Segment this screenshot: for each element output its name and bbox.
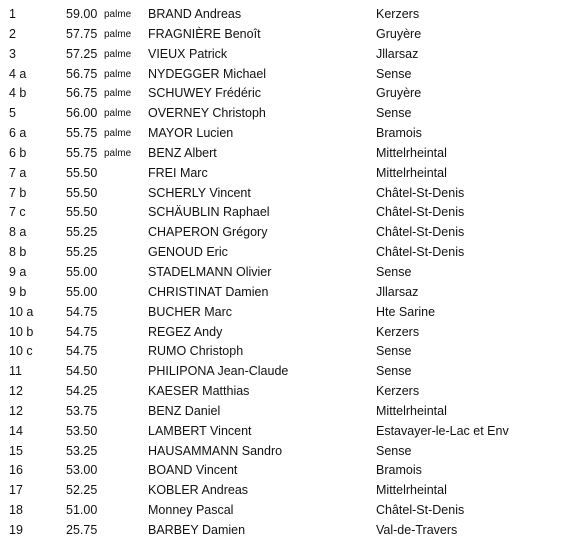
palme-cell: palme (104, 88, 132, 100)
name-cell: CHRISTINAT Damien (148, 284, 269, 299)
result-row (0, 203, 567, 223)
club-cell: Kerzers (376, 324, 420, 339)
rank-cell: 5 (9, 106, 16, 121)
result-row (0, 104, 567, 124)
club-cell: Sense (376, 106, 412, 121)
result-row (0, 263, 567, 283)
score-cell: 25.75 (66, 522, 98, 537)
name-cell: FREI Marc (148, 165, 208, 180)
score-cell: 53.25 (66, 443, 98, 458)
result-row (0, 5, 567, 25)
club-cell: Bramois (376, 463, 422, 478)
result-row (0, 283, 567, 303)
rank-cell: 6 a (9, 126, 27, 141)
club-cell: Hte Sarine (376, 304, 436, 319)
name-cell: BARBEY Damien (148, 522, 246, 537)
rank-cell: 19 (9, 522, 23, 537)
club-cell: Mittelrheintal (376, 145, 447, 160)
result-row (0, 521, 567, 541)
club-cell: Kerzers (376, 7, 420, 21)
result-row (0, 243, 567, 263)
score-cell: 54.75 (66, 344, 98, 359)
name-cell: FRAGNIÈRE Benoît (148, 26, 261, 41)
club-cell: Estavayer-le-Lac et Env (376, 423, 509, 438)
palme-cell: palme (104, 147, 132, 159)
club-cell: Val-de-Travers (376, 522, 458, 537)
club-cell: Kerzers (376, 384, 420, 399)
score-cell: 56.00 (66, 106, 98, 121)
name-cell: SCHERLY Vincent (148, 185, 251, 200)
rank-cell: 9 b (9, 284, 27, 299)
result-row (0, 442, 567, 462)
name-cell: OVERNEY Christoph (148, 106, 266, 121)
name-cell: CHAPERON Grégory (148, 225, 268, 240)
rank-cell: 7 b (9, 185, 27, 200)
rank-cell: 16 (9, 463, 23, 478)
name-cell: NYDEGGER Michael (148, 66, 267, 81)
name-cell: PHILIPONA Jean-Claude (148, 364, 289, 379)
name-cell: KOBLER Andreas (148, 483, 249, 498)
club-cell: Mittelrheintal (376, 165, 447, 180)
result-row (0, 481, 567, 501)
result-row (0, 164, 567, 184)
score-cell: 59.00 (66, 7, 98, 21)
club-cell: Sense (376, 344, 412, 359)
result-row (0, 303, 567, 323)
result-row (0, 323, 567, 343)
name-cell: REGEZ Andy (148, 324, 223, 339)
club-cell: Châtel-St-Denis (376, 503, 465, 518)
result-row (0, 223, 567, 243)
result-row (0, 65, 567, 85)
rank-cell: 7 c (9, 205, 26, 220)
result-row (0, 144, 567, 164)
rank-cell: 8 b (9, 245, 27, 260)
name-cell: BUCHER Marc (148, 304, 233, 319)
rank-cell: 4 a (9, 66, 27, 81)
result-row (0, 25, 567, 45)
score-cell: 54.75 (66, 324, 98, 339)
club-cell: Jllarsaz (376, 284, 419, 299)
score-cell: 55.00 (66, 284, 98, 299)
rank-cell: 11 (9, 364, 22, 379)
club-cell: Sense (376, 66, 412, 81)
club-cell: Sense (376, 264, 412, 279)
name-cell: KAESER Matthias (148, 384, 250, 399)
score-cell: 57.75 (66, 26, 98, 41)
name-cell: BRAND Andreas (148, 7, 242, 21)
club-cell: Jllarsaz (376, 46, 419, 61)
club-cell: Sense (376, 443, 412, 458)
score-cell: 55.50 (66, 185, 98, 200)
score-cell: 55.00 (66, 264, 98, 279)
score-cell: 52.25 (66, 483, 98, 498)
score-cell: 56.75 (66, 86, 98, 101)
score-cell: 55.75 (66, 145, 98, 160)
club-cell: Gruyère (376, 86, 422, 101)
rank-cell: 10 c (9, 344, 33, 359)
rank-cell: 8 a (9, 225, 27, 240)
score-cell: 55.50 (66, 165, 98, 180)
club-cell: Mittelrheintal (376, 483, 447, 498)
result-row (0, 342, 567, 362)
name-cell: BENZ Albert (148, 145, 217, 160)
rank-cell: 17 (9, 483, 23, 498)
score-cell: 55.25 (66, 245, 98, 260)
club-cell: Bramois (376, 126, 422, 141)
name-cell: BENZ Daniel (148, 403, 221, 418)
rank-cell: 6 b (9, 145, 27, 160)
club-cell: Châtel-St-Denis (376, 225, 465, 240)
name-cell: SCHUWEY Frédéric (148, 86, 261, 101)
result-row (0, 45, 567, 65)
club-cell: Châtel-St-Denis (376, 205, 465, 220)
result-row (0, 382, 567, 402)
score-cell: 55.50 (66, 205, 98, 220)
palme-cell: palme (104, 68, 132, 80)
palme-cell: palme (104, 48, 132, 60)
club-cell: Gruyère (376, 26, 422, 41)
name-cell: VIEUX Patrick (148, 46, 228, 61)
score-cell: 53.00 (66, 463, 98, 478)
club-cell: Châtel-St-Denis (376, 245, 465, 260)
palme-cell: palme (104, 28, 132, 40)
score-cell: 53.75 (66, 403, 98, 418)
rank-cell: 10 b (9, 324, 34, 339)
rank-cell: 18 (9, 503, 23, 518)
score-cell: 55.75 (66, 126, 98, 141)
result-row (0, 184, 567, 204)
results-list (0, 5, 567, 541)
rank-cell: 4 b (9, 86, 27, 101)
name-cell: HAUSAMMANN Sandro (148, 443, 283, 458)
score-cell: 54.75 (66, 304, 98, 319)
result-row (0, 402, 567, 422)
result-row (0, 461, 567, 481)
result-row (0, 362, 567, 382)
result-row (0, 422, 567, 442)
score-cell: 54.50 (66, 364, 98, 379)
result-row (0, 501, 567, 521)
name-cell: GENOUD Eric (148, 245, 228, 260)
club-cell: Mittelrheintal (376, 403, 447, 418)
name-cell: STADELMANN Olivier (148, 264, 272, 279)
palme-cell: palme (104, 128, 132, 140)
club-cell: Sense (376, 364, 412, 379)
name-cell: Monney Pascal (148, 503, 234, 518)
rank-cell: 14 (9, 423, 23, 438)
name-cell: BOAND Vincent (148, 463, 238, 478)
palme-cell: palme (104, 9, 132, 20)
rank-cell: 12 (9, 384, 23, 399)
score-cell: 56.75 (66, 66, 98, 81)
name-cell: LAMBERT Vincent (148, 423, 252, 438)
score-cell: 55.25 (66, 225, 98, 240)
name-cell: SCHÄUBLIN Raphael (148, 205, 270, 220)
score-cell: 57.25 (66, 46, 98, 61)
score-cell: 53.50 (66, 423, 98, 438)
rank-cell: 2 (9, 26, 16, 41)
palme-cell: palme (104, 108, 132, 120)
rank-cell: 12 (9, 403, 23, 418)
rank-cell: 7 a (9, 165, 27, 180)
score-cell: 54.25 (66, 384, 98, 399)
rank-cell: 15 (9, 443, 23, 458)
rank-cell: 1 (9, 7, 16, 21)
result-row (0, 124, 567, 144)
rank-cell: 9 a (9, 264, 27, 279)
rank-cell: 10 a (9, 304, 34, 319)
rank-cell: 3 (9, 46, 16, 61)
result-row (0, 84, 567, 104)
name-cell: RUMO Christoph (148, 344, 244, 359)
name-cell: MAYOR Lucien (148, 126, 234, 141)
score-cell: 51.00 (66, 503, 98, 518)
club-cell: Châtel-St-Denis (376, 185, 465, 200)
